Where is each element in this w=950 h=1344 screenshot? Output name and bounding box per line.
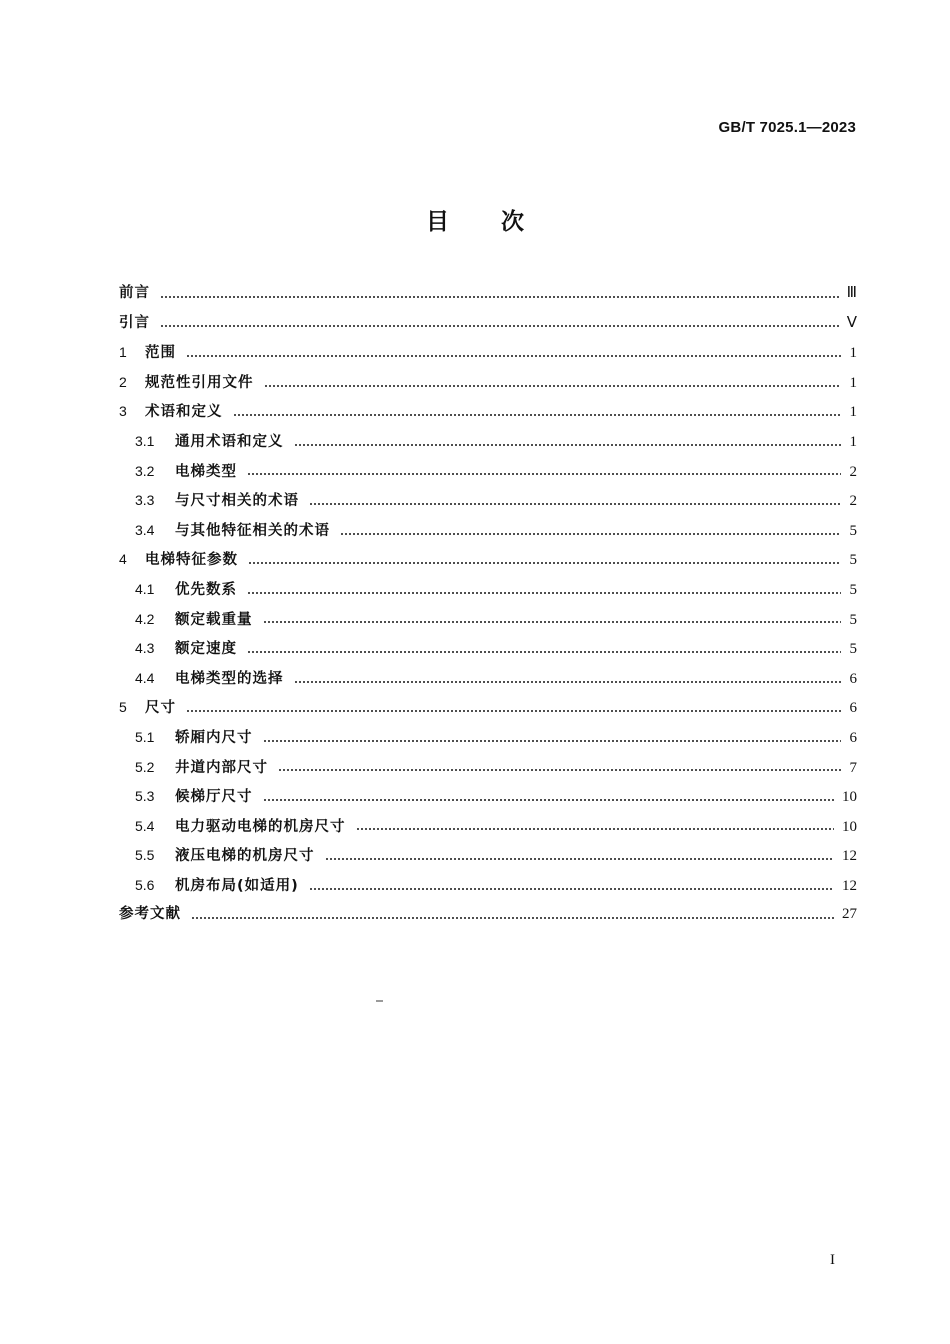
toc-entry-page: Ⅴ: [846, 314, 857, 331]
page-number: I: [830, 1252, 835, 1268]
toc-entry[interactable]: [119, 279, 857, 309]
toc-entry-page: 7: [849, 759, 857, 776]
toc-entry[interactable]: [119, 309, 857, 339]
toc-entry-number: 3: [119, 403, 127, 420]
toc-entry-page: 6: [849, 700, 857, 717]
toc-entry-number: 3.4: [135, 521, 155, 538]
toc-dot-leader: [263, 739, 842, 743]
toc-entry-number: 5.3: [135, 788, 155, 805]
toc-entry[interactable]: [119, 397, 857, 427]
toc-dot-leader: [247, 650, 841, 654]
toc-entry[interactable]: [119, 516, 857, 546]
toc-entry-number: 4.1: [135, 580, 155, 597]
toc-entry-label: 机房布局(如适用): [175, 877, 299, 894]
toc-entry-number: 5.1: [135, 728, 155, 745]
toc-entry-page: Ⅲ: [846, 285, 857, 301]
toc-entry-number: 5.6: [135, 876, 155, 893]
toc-dot-leader: [278, 768, 841, 772]
toc-entry-label: 引言: [119, 314, 150, 331]
toc-dot-leader: [356, 827, 835, 831]
toc-entry-label: 候梯厅尺寸: [175, 789, 253, 806]
toc-entry-label: 范围: [145, 345, 176, 362]
table-of-contents: [119, 279, 857, 930]
toc-entry-page: 2: [849, 493, 857, 510]
toc-entry-number: 2: [119, 373, 127, 390]
toc-dot-leader: [191, 916, 834, 920]
toc-dot-leader: [294, 680, 842, 684]
toc-entry[interactable]: [119, 900, 857, 930]
toc-entry-label: 尺寸: [145, 700, 176, 717]
toc-entry[interactable]: [119, 812, 857, 842]
toc-dot-leader: [160, 295, 839, 299]
toc-entry-number: 4.3: [135, 640, 155, 657]
toc-entry[interactable]: [119, 634, 857, 664]
toc-entry-label: 与其他特征相关的术语: [175, 522, 330, 539]
toc-entry-page: 5: [849, 641, 857, 658]
toc-entry[interactable]: [119, 693, 857, 723]
toc-dot-leader: [233, 413, 842, 417]
toc-entry-label: 通用术语和定义: [175, 433, 284, 450]
toc-entry-number: 5.5: [135, 847, 155, 864]
toc-entry[interactable]: [119, 545, 857, 575]
toc-entry-number: 5: [119, 699, 127, 716]
toc-entry-number: 4.2: [135, 610, 155, 627]
toc-entry-page: 12: [842, 848, 857, 865]
toc-entry-number: 4: [119, 551, 127, 568]
toc-title: [0, 203, 950, 236]
toc-entry-page: 1: [849, 404, 857, 421]
toc-dot-leader: [247, 591, 841, 595]
toc-entry-page: 2: [849, 463, 857, 480]
toc-entry-label: 术语和定义: [145, 404, 223, 421]
toc-entry-label: 井道内部尺寸: [175, 759, 268, 776]
toc-entry-label: 前言: [119, 285, 150, 301]
toc-entry-number: 3.1: [135, 432, 155, 449]
toc-entry[interactable]: [119, 753, 857, 783]
toc-entry-page: 27: [842, 906, 857, 923]
toc-entry-label: 液压电梯的机房尺寸: [175, 848, 315, 865]
toc-entry-label: 额定速度: [175, 641, 237, 658]
toc-entry-label: 优先数系: [175, 581, 237, 598]
toc-dot-leader: [248, 561, 841, 565]
toc-entry[interactable]: [119, 338, 857, 368]
toc-title-char-1: 目: [426, 209, 449, 235]
toc-entry[interactable]: [119, 486, 857, 516]
toc-entry[interactable]: [119, 782, 857, 812]
toc-entry-number: 3.3: [135, 492, 155, 509]
toc-entry-label: 与尺寸相关的术语: [175, 493, 299, 510]
toc-entry-label: 规范性引用文件: [145, 374, 254, 391]
toc-entry-label: 参考文献: [119, 906, 181, 923]
toc-dot-leader: [186, 354, 841, 358]
toc-dot-leader: [309, 502, 841, 506]
toc-entry[interactable]: [119, 575, 857, 605]
toc-entry-page: 1: [849, 345, 857, 362]
toc-entry-label: 电梯类型: [175, 463, 237, 480]
toc-entry[interactable]: [119, 841, 857, 871]
toc-entry-label: 电力驱动电梯的机房尺寸: [175, 818, 346, 835]
toc-dot-leader: [160, 324, 839, 328]
toc-entry-label: 额定载重量: [175, 611, 253, 628]
toc-entry[interactable]: [119, 871, 857, 901]
toc-entry-number: 1: [119, 344, 127, 361]
toc-entry-label: 轿厢内尺寸: [175, 729, 253, 746]
toc-entry-page: 5: [849, 611, 857, 628]
toc-entry-page: 6: [849, 729, 857, 746]
toc-entry-page: 10: [842, 818, 857, 835]
toc-dot-leader: [264, 384, 842, 388]
toc-entry[interactable]: [119, 723, 857, 753]
toc-entry[interactable]: [119, 664, 857, 694]
toc-entry[interactable]: [119, 605, 857, 635]
toc-entry-page: 1: [849, 374, 857, 391]
toc-entry-page: 12: [842, 877, 857, 894]
toc-entry-page: 5: [849, 581, 857, 598]
toc-entry-page: 5: [849, 552, 857, 569]
toc-dot-leader: [263, 798, 835, 802]
toc-dot-leader: [294, 443, 842, 447]
toc-dot-leader: [263, 620, 842, 624]
toc-entry-label: 电梯类型的选择: [175, 670, 284, 687]
standard-code: GB/T 7025.1—2023: [718, 119, 856, 136]
toc-dot-leader: [325, 857, 835, 861]
toc-entry[interactable]: [119, 457, 857, 487]
toc-entry-page: 5: [849, 522, 857, 539]
toc-dot-leader: [309, 887, 834, 891]
toc-entry-number: 5.4: [135, 817, 155, 834]
toc-entry-page: 1: [849, 433, 857, 450]
toc-dot-leader: [340, 532, 841, 536]
toc-entry-number: 4.4: [135, 669, 155, 686]
toc-dot-leader: [247, 472, 841, 476]
toc-entry[interactable]: [119, 427, 857, 457]
toc-dot-leader: [186, 709, 841, 713]
toc-entry-number: 5.2: [135, 758, 155, 775]
toc-entry-page: 10: [842, 789, 857, 806]
toc-entry[interactable]: [119, 368, 857, 398]
toc-title-char-2: 次: [501, 209, 524, 235]
toc-entry-label: 电梯特征参数: [145, 552, 238, 569]
scan-speck: [376, 1000, 383, 1002]
toc-entry-number: 3.2: [135, 462, 155, 479]
toc-entry-page: 6: [849, 670, 857, 687]
